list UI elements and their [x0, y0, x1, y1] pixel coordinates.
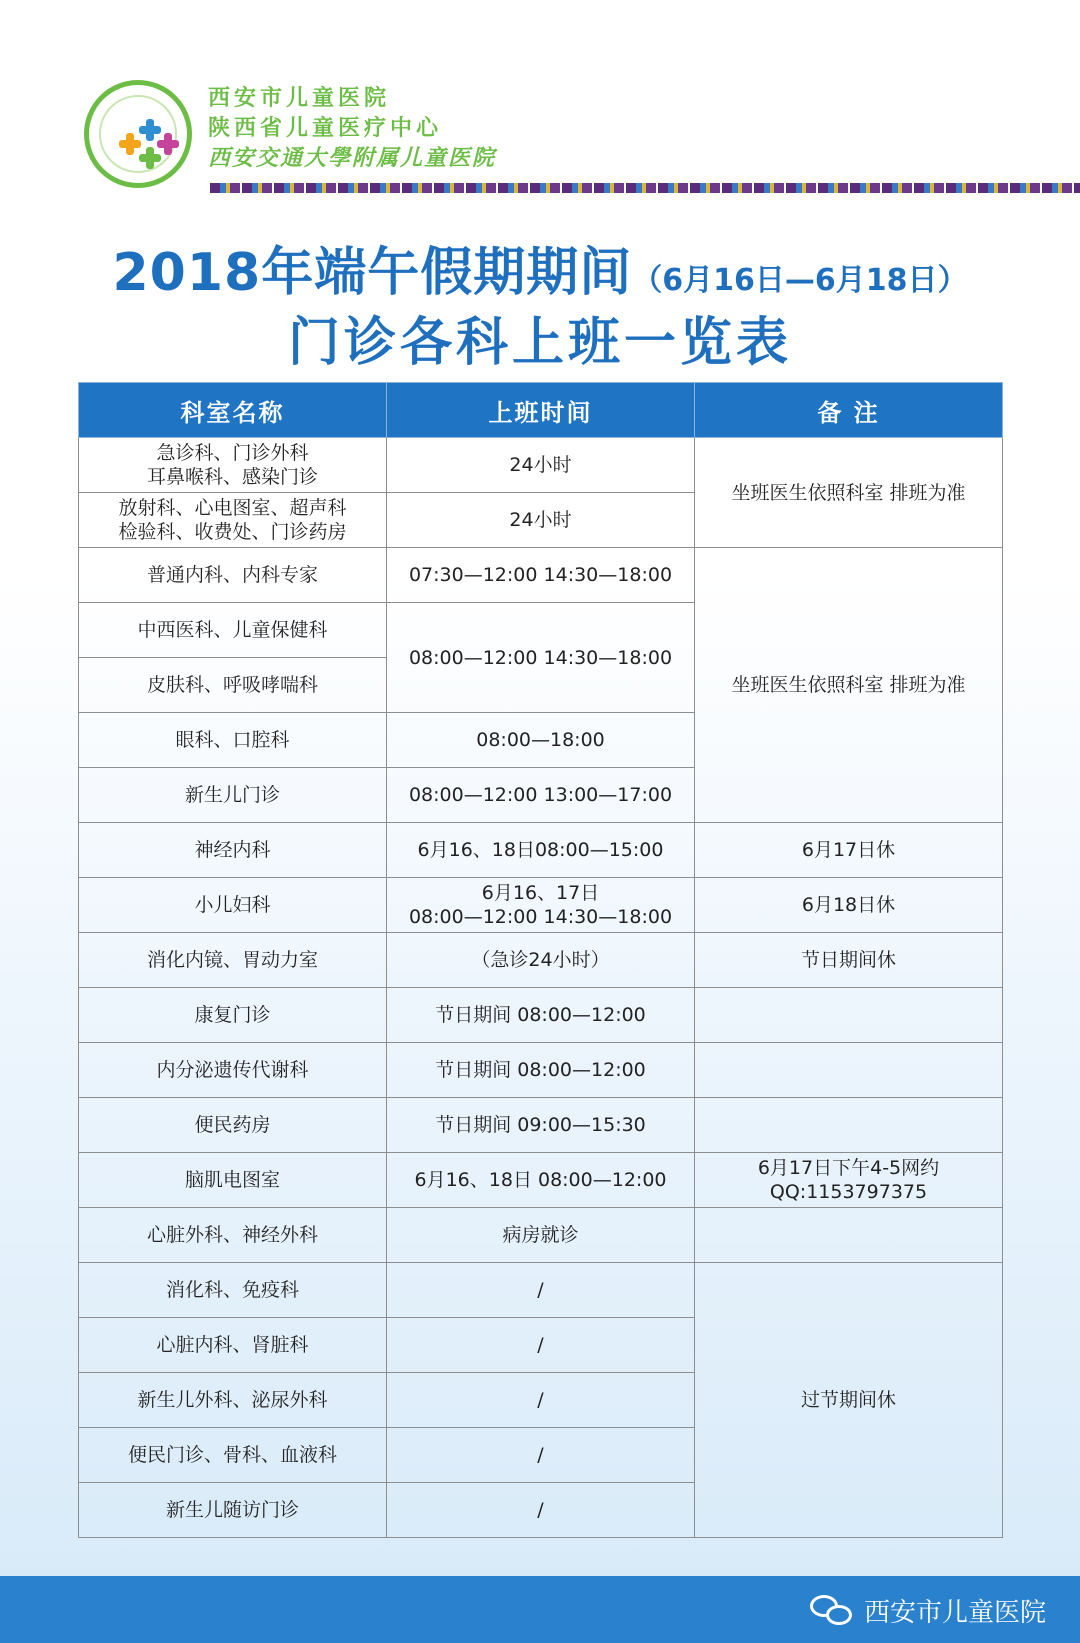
table-row	[79, 988, 1003, 1043]
account-name: 西安市儿童医院	[863, 1597, 1046, 1628]
dept-cell: 消化内镜、胃动力室	[79, 933, 387, 988]
hospital-name-3: 西安交通大學附属儿童医院	[208, 146, 497, 171]
time-cell: 08:00—18:00	[387, 713, 695, 768]
time-cell: 6月16、18日 08:00—12:00	[387, 1153, 695, 1208]
table-row	[79, 878, 1003, 933]
header-time: 上班时间	[387, 383, 695, 438]
page-subtitle: 门诊各科上班一览表	[287, 313, 792, 373]
dept-cell: 便民门诊、骨科、血液科	[79, 1428, 387, 1483]
header-dept: 科室名称	[79, 383, 387, 438]
dept-line: 耳鼻喉科、感染门诊	[146, 466, 318, 488]
note-cell: 6月17日休	[695, 823, 1003, 878]
time-cell: 08:00—12:00 14:30—18:00	[387, 603, 695, 713]
dept-cell: 内分泌遗传代谢科	[79, 1043, 387, 1098]
dept-cell: 消化科、免疫科	[79, 1263, 387, 1318]
note-cell: 坐班医生依照科室 排班为准	[695, 548, 1003, 823]
note-line: QQ:1153797375	[769, 1181, 928, 1203]
time-cell: 病房就诊	[387, 1208, 695, 1263]
time-cell: /	[387, 1318, 695, 1373]
time-cell: /	[387, 1263, 695, 1318]
time-cell	[387, 878, 695, 933]
time-cell: /	[387, 1428, 695, 1483]
dept-cell: 皮肤科、呼吸哮喘科	[79, 658, 387, 713]
time-cell: 07:30—12:00 14:30—18:00	[387, 548, 695, 603]
hospital-name-2: 陕西省儿童医疗中心	[208, 116, 443, 141]
dept-cell: 眼科、口腔科	[79, 713, 387, 768]
dept-cell: 新生儿门诊	[79, 768, 387, 823]
note-cell	[695, 988, 1003, 1043]
dept-cell	[79, 438, 387, 493]
table-row	[79, 1153, 1003, 1208]
table-row	[79, 1208, 1003, 1263]
note-cell: 坐班医生依照科室 排班为准	[695, 438, 1003, 548]
header-note: 备 注	[695, 383, 1003, 438]
dept-cell: 康复门诊	[79, 988, 387, 1043]
time-cell: /	[387, 1483, 695, 1538]
hospital-name-1: 西安市儿童医院	[208, 86, 391, 111]
time-cell: 24小时	[387, 438, 695, 493]
table-row	[79, 823, 1003, 878]
note-cell: 节日期间休	[695, 933, 1003, 988]
footer-bar	[0, 1576, 1080, 1643]
dept-cell: 心脏内科、肾脏科	[79, 1318, 387, 1373]
note-cell: 6月18日休	[695, 878, 1003, 933]
note-cell: 过节期间休	[695, 1263, 1003, 1538]
wechat-icon	[810, 1593, 856, 1627]
table-header-row	[79, 383, 1003, 438]
dept-cell: 脑肌电图室	[79, 1153, 387, 1208]
dept-cell: 中西医科、儿童保健科	[79, 603, 387, 658]
title-main: 2018年端午假期期间	[112, 243, 633, 303]
cross-icon	[139, 147, 161, 169]
title-date-range: （6月16日—6月18日）	[632, 263, 968, 298]
dept-cell: 神经内科	[79, 823, 387, 878]
dept-line: 放射科、心电图室、超声科	[118, 497, 347, 519]
dept-cell: 便民药房	[79, 1098, 387, 1153]
time-cell: 6月16、18日08:00—15:00	[387, 823, 695, 878]
cross-icon	[119, 133, 141, 155]
wechat-account[interactable]	[810, 1590, 1046, 1630]
decorative-strip	[210, 183, 1080, 193]
time-cell: 24小时	[387, 493, 695, 548]
dept-cell: 心脏外科、神经外科	[79, 1208, 387, 1263]
dept-cell	[79, 493, 387, 548]
time-cell: 节日期间 08:00—12:00	[387, 1043, 695, 1098]
note-line: 6月17日下午4-5网约	[757, 1157, 940, 1179]
hospital-names	[208, 84, 496, 174]
table-row	[79, 1098, 1003, 1153]
time-line: 08:00—12:00 14:30—18:00	[408, 906, 673, 928]
logo-ring	[99, 95, 177, 173]
time-cell: 节日期间 09:00—15:30	[387, 1098, 695, 1153]
table-row	[79, 548, 1003, 603]
table-row	[79, 1043, 1003, 1098]
hospital-logo	[84, 80, 192, 188]
dept-cell: 小儿妇科	[79, 878, 387, 933]
time-line: 6月16、17日	[481, 882, 600, 904]
table-row	[79, 933, 1003, 988]
header	[0, 0, 1080, 200]
time-cell: （急诊24小时）	[387, 933, 695, 988]
dept-line: 检验科、收费处、门诊药房	[118, 521, 347, 543]
time-cell: 节日期间 08:00—12:00	[387, 988, 695, 1043]
note-cell	[695, 1043, 1003, 1098]
page-title	[0, 230, 1080, 305]
note-cell	[695, 1098, 1003, 1153]
time-cell: 08:00—12:00 13:00—17:00	[387, 768, 695, 823]
schedule-table	[78, 382, 1003, 1538]
table-row	[79, 438, 1003, 493]
note-cell	[695, 1208, 1003, 1263]
table-row	[79, 1263, 1003, 1318]
dept-cell: 普通内科、内科专家	[79, 548, 387, 603]
dept-cell: 新生儿外科、泌尿外科	[79, 1373, 387, 1428]
note-cell	[695, 1153, 1003, 1208]
dept-cell: 新生儿随访门诊	[79, 1483, 387, 1538]
time-cell: /	[387, 1373, 695, 1428]
dept-line: 急诊科、门诊外科	[156, 442, 309, 464]
